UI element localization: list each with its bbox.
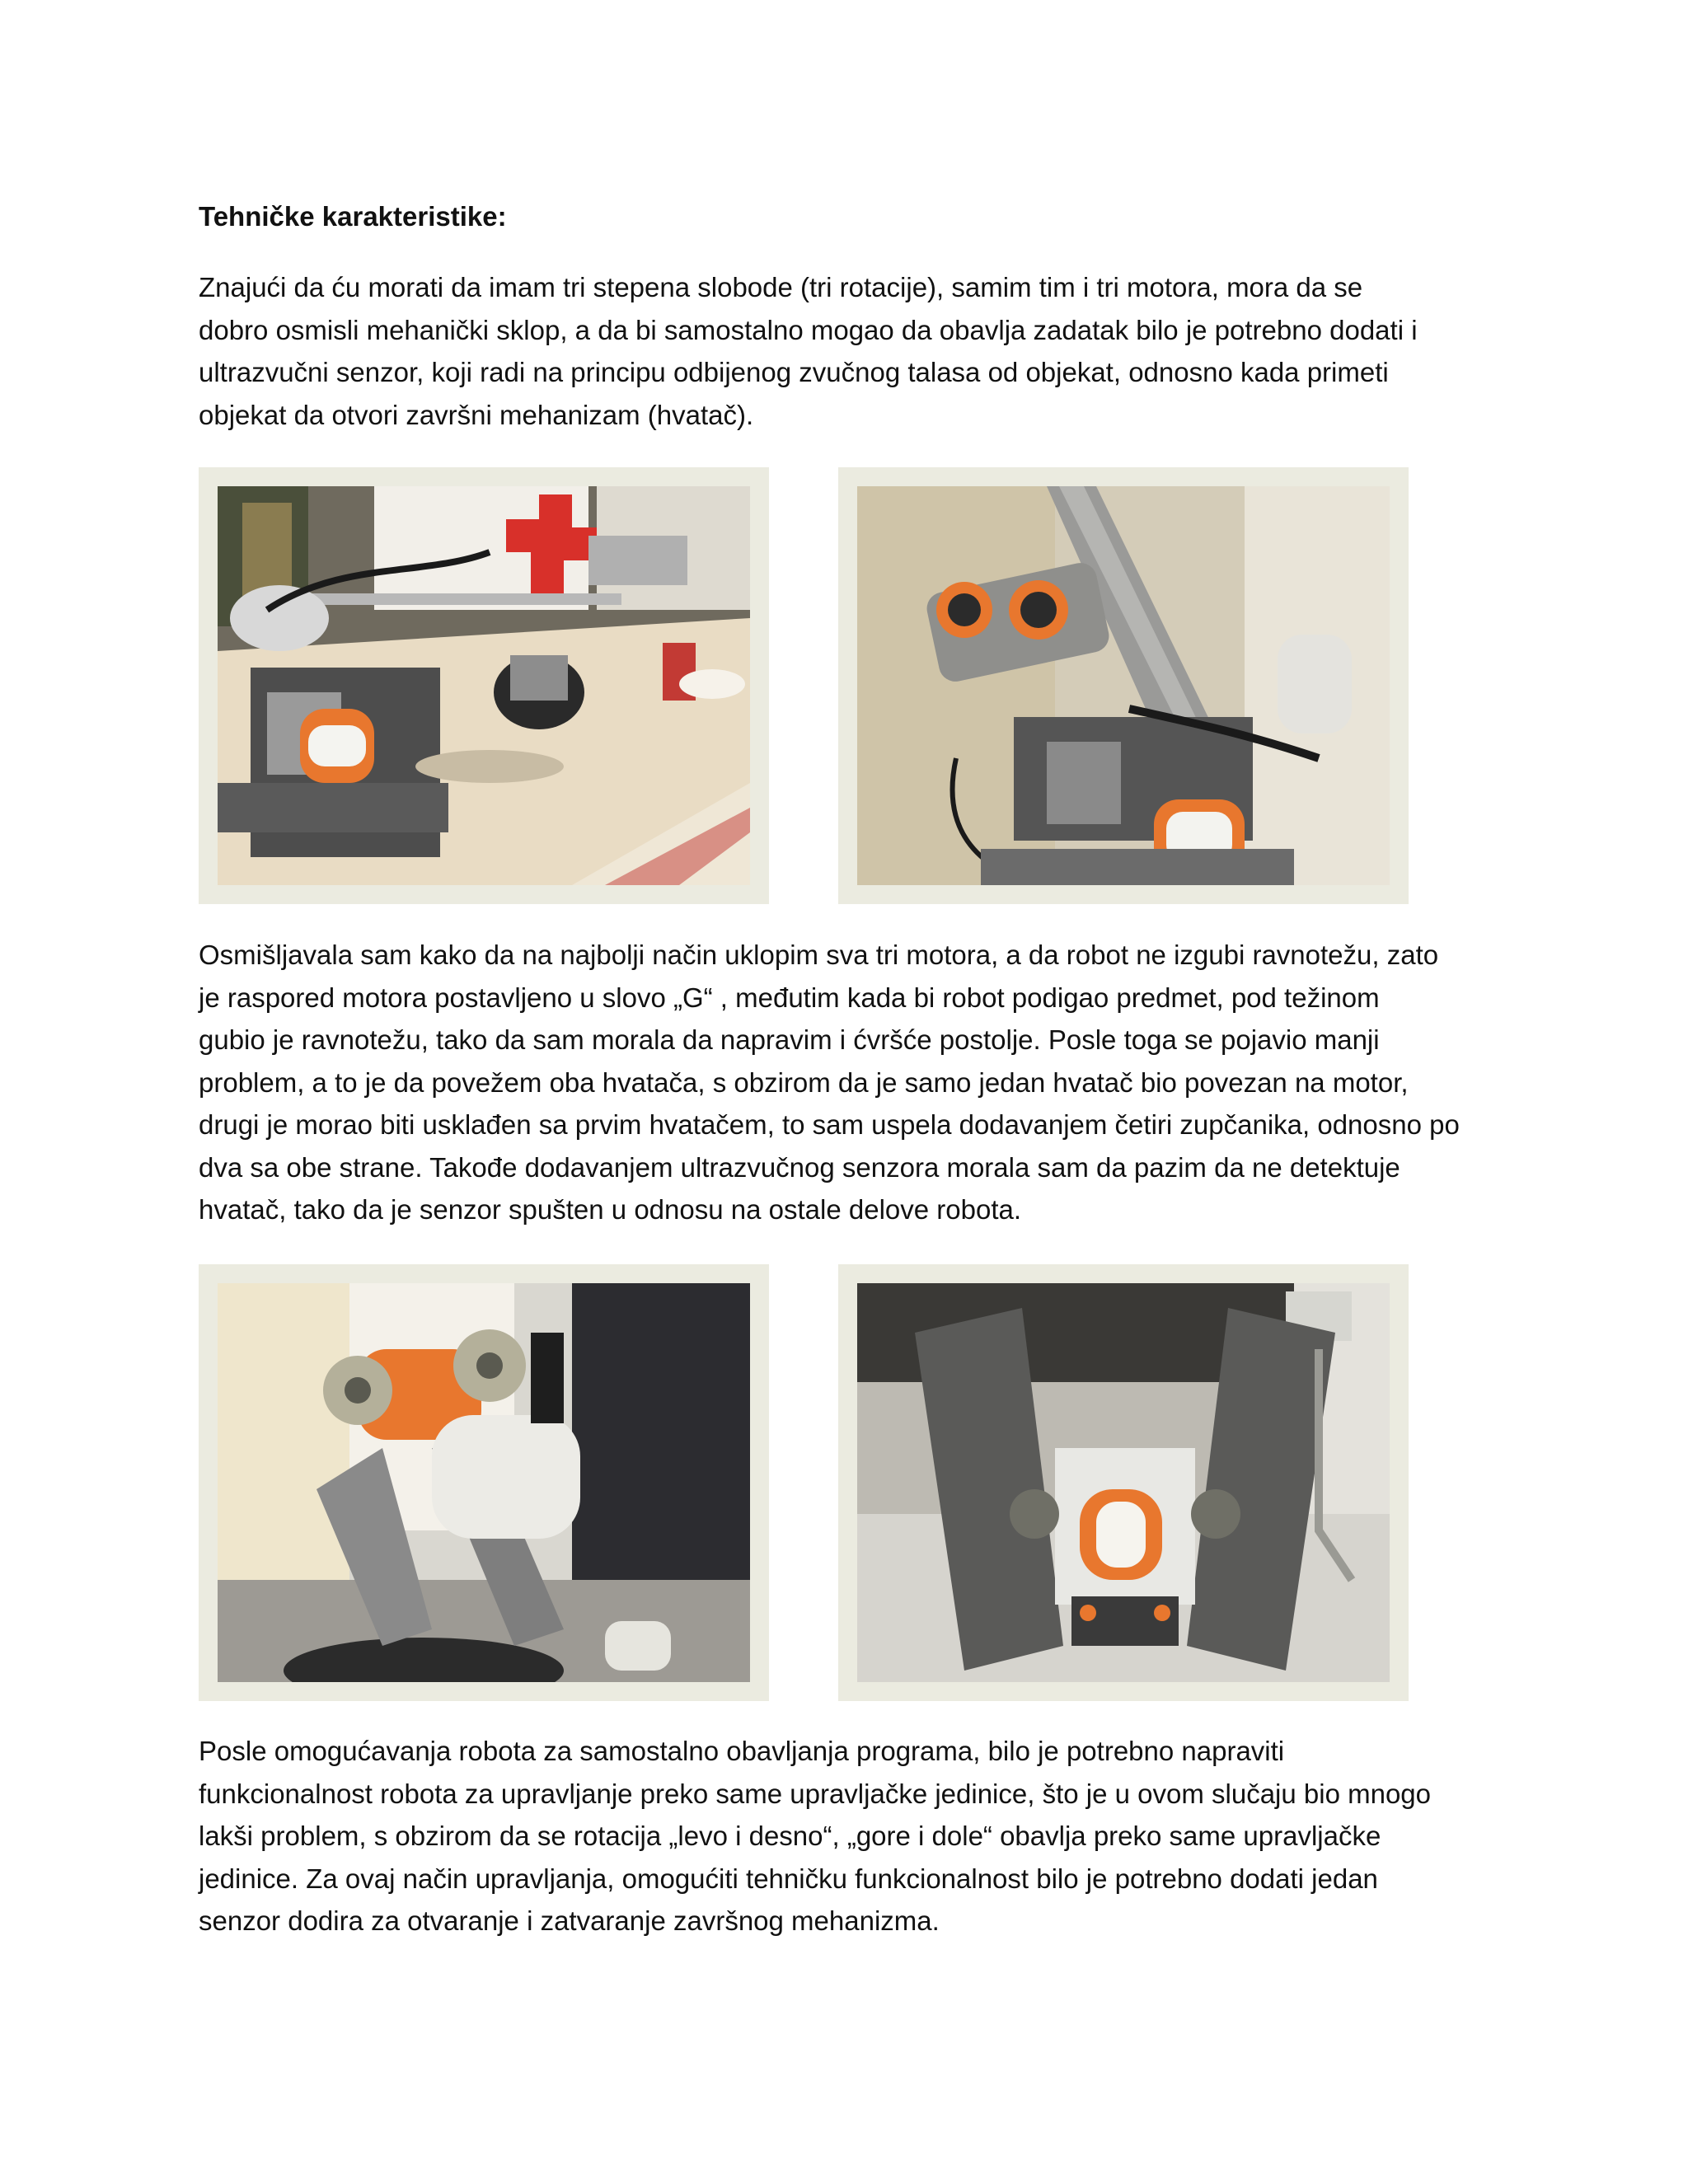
text-line: jedinice. Za ovaj način upravljanja, omogućiti tehničku funkcionalnost bilo je potrebno dodati jedan bbox=[199, 1863, 1378, 1894]
text-line: Posle omogućavanja robota za samostalno obavljanja programa, bilo je potrebno napraviti bbox=[199, 1736, 1285, 1766]
text-line: dobro osmisli mehanički sklop, a da bi samostalno mogao da obavlja zadatak bilo je potrebno dodati i bbox=[199, 314, 1418, 345]
text-line: senzor dodira za otvaranje i zatvaranje završnog mehanizma. bbox=[199, 1905, 940, 1936]
text-line: gubio je ravnotežu, tako da sam morala da napravim i ćvršće postolje. Posle toga se pojavio manji bbox=[199, 1024, 1380, 1055]
robot-photo-gripper bbox=[838, 1264, 1409, 1701]
text-line: Znajući da ću morati da imam tri stepena slobode (tri rotacije), samim tim i tri motora, mora da se bbox=[199, 272, 1363, 302]
text-line: je raspored motora postavljeno u slovo „G“ , međutim kada bi robot podigao predmet, pod težinom bbox=[199, 982, 1380, 1013]
robot-photo-gears bbox=[199, 1264, 769, 1701]
section-heading: Tehničke karakteristike: bbox=[199, 201, 507, 232]
text-line: hvatač, tako da je senzor spušten u odnosu na ostale delove robota. bbox=[199, 1194, 1022, 1225]
paragraph-control bbox=[199, 1730, 1517, 1943]
text-line: Osmišljavala sam kako da na najbolji način uklopim sva tri motora, a da robot ne izgubi ravnotežu, zato bbox=[199, 940, 1439, 970]
paragraph-design bbox=[199, 934, 1517, 1231]
text-line: problem, a to je da povežem oba hvatača, s obzirom da je samo jedan hvatač bio povezan na motor, bbox=[199, 1066, 1409, 1098]
text-line: ultrazvučni senzor, koji radi na principu odbijenog zvučnog talasa od objekat, odnosno kada primeti bbox=[199, 357, 1389, 387]
text-line: drugi je morao biti usklađen sa prvim hvatačem, to sam uspela dodavanjem četiri zupčanika, odnosno po bbox=[199, 1109, 1460, 1140]
robot-photo-sensor bbox=[838, 467, 1409, 904]
text-line: dva sa obe strane. Takođe dodavanjem ultrazvučnog senzora morala sam da pazim da ne detektuje bbox=[199, 1151, 1400, 1183]
paragraph-intro bbox=[199, 266, 1517, 436]
text-line: funkcionalnost robota za upravljanje preko same upravljačke jedinice, što je u ovom slučaju bio mnogo bbox=[199, 1778, 1432, 1809]
robot-photo-table bbox=[199, 467, 769, 904]
text-line: objekat da otvori završni mehanizam (hvatač). bbox=[199, 399, 754, 430]
text-line: lakši problem, s obzirom da se rotacija „levo i desno“, „gore i dole“ obavlja preko same upravljačke bbox=[199, 1821, 1381, 1851]
